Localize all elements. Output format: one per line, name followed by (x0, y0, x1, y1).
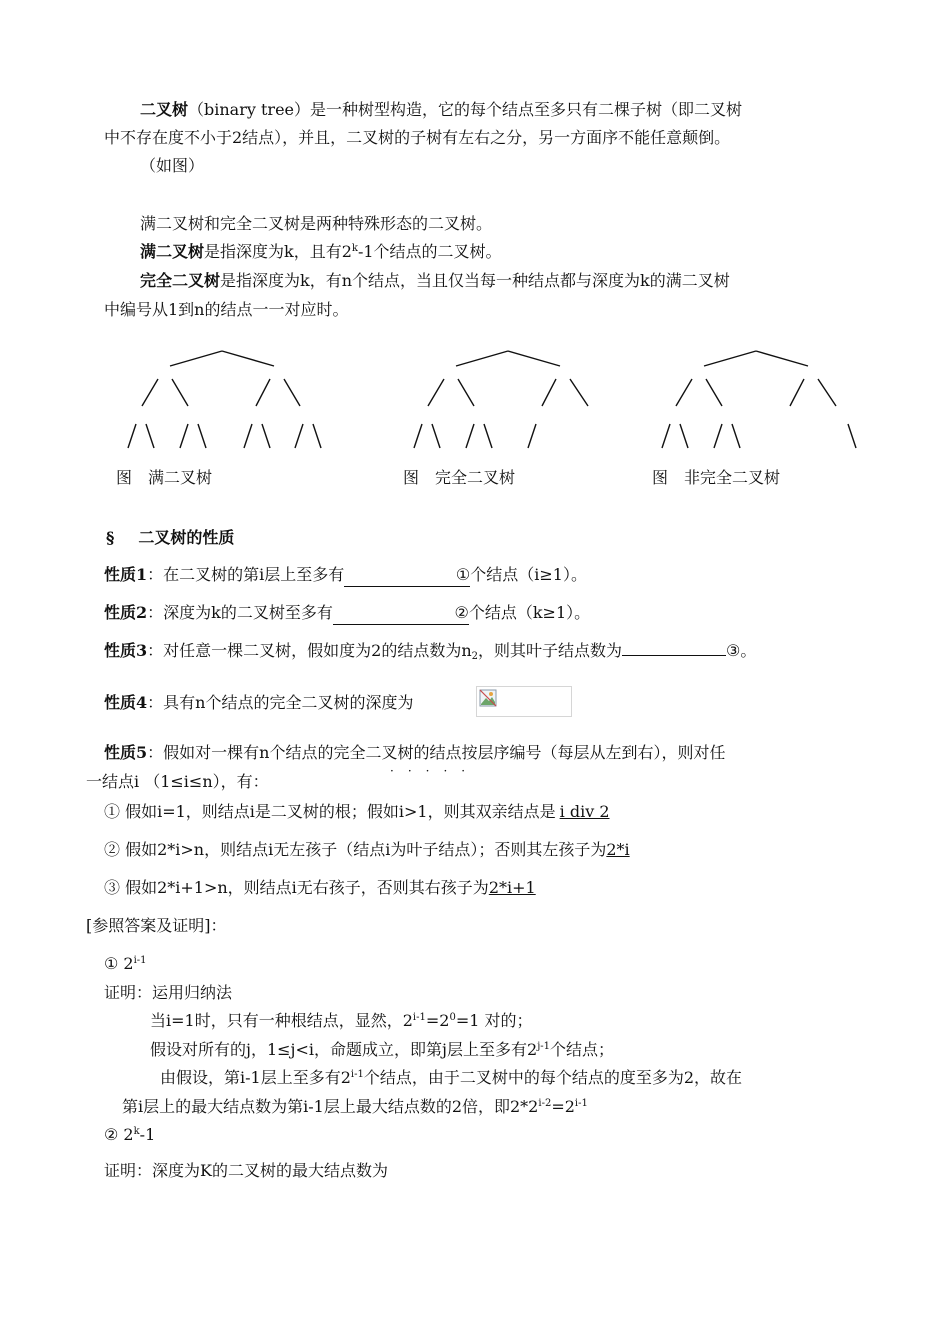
section-heading (106, 527, 234, 549)
emphasis-dots: ····· (390, 764, 480, 778)
blank-3 (622, 655, 726, 656)
answer-i-div-2: i div 2 (559, 802, 610, 821)
full-binary-tree-diagram (128, 351, 321, 448)
proof-1-line-4: 第i层上的最大结点数为第i-1层上最大结点数的2倍，即$2*2^{i-2}=2^{i-1}$ (122, 1097, 588, 1116)
special-forms-line: 满二叉树和完全二叉树是两种特殊形态的二叉树。 (140, 214, 493, 233)
tree-diagrams (0, 0, 950, 470)
proof-2: 证明：深度为K的二叉树的最大结点数为 (104, 1161, 388, 1180)
proof-1-label: 证明：运用归纳法 (104, 983, 233, 1002)
item-1: ① 假如i=1，则结点i是二叉树的根；假如i>1，则其双亲结点是 i div 2 (104, 802, 610, 821)
answer-2: ② 2$^k$-1 (104, 1125, 156, 1144)
property-5: 性质5：假如对一棵有n个结点的完全二叉树的结点按层序编号（每层从左到右），则对任 (104, 743, 726, 762)
broken-image-placeholder (476, 686, 572, 717)
item-2: ② 假如2*i>n，则结点i无左孩子（结点i为叶子结点）；否则其左孩子为2*i (104, 840, 630, 859)
blank-1: ① (344, 564, 470, 587)
proof-1-line-1: 当i=1时，只有一种根结点，显然，$2^{i-1}=2^0=1$ 对的； (150, 1011, 533, 1030)
non-complete-binary-tree-diagram (662, 351, 856, 448)
figure-caption-complete: 图 完全二叉树 (403, 468, 516, 487)
complete-tree-definition-cont: 中编号从1到n的结点一一对应时。 (104, 300, 349, 319)
term-full-tree: 满二叉树 (140, 242, 205, 261)
intro-line-2: 中不存在度不小于2结点），并且，二叉树的子树有左右之分，另一方面序不能任意颠倒。 (104, 128, 731, 147)
complete-binary-tree-diagram (414, 351, 588, 448)
term-complete-tree: 完全二叉树 (140, 271, 221, 290)
intro-line-3: （如图） (140, 156, 205, 175)
answer-2i-plus-1: 2*i+1 (488, 878, 536, 897)
item-3: ③ 假如2*i+1>n，则结点i无右孩子，否则其右孩子为2*i+1 (104, 878, 536, 897)
broken-image-icon (479, 689, 497, 707)
full-tree-definition: 满二叉树是指深度为k，且有2$^k$-1个结点的二叉树。 (140, 242, 502, 261)
section-mark: § (106, 528, 115, 547)
property-3: 性质3：对任意一棵二叉树，假如度为2的结点数为$n_2$，则其叶子结点数为 ③。 (104, 641, 757, 662)
proof-1-line-2: 假设对所有的j，1≤j<i，命题成立，即第j层上至多有2$^{j-1}$个结点； (150, 1040, 615, 1059)
complete-tree-definition: 完全二叉树是指深度为k，有n个结点，当且仅当每一种结点都与深度为k的满二叉树 (140, 271, 730, 290)
proof-1-line-3: 由假设，第i-1层上至多有2$^{i-1}$个结点，由于二叉树中的每个结点的度至多为2，故在 (160, 1068, 743, 1087)
property-5-cont: 一结点i （1≤i≤n），有： (86, 772, 269, 791)
property-4: 性质4：具有n个结点的完全二叉树的深度为 (104, 693, 414, 712)
section-title: 二叉树的性质 (138, 528, 235, 547)
answer-2i: 2*i (606, 840, 630, 859)
answers-heading: [参照答案及证明]： (86, 916, 227, 935)
property-2: 性质2：深度为k的二叉树至多有 ②个结点（k≥1）。 (104, 602, 590, 625)
blank-2: ② (333, 602, 469, 625)
figure-caption-full: 图 满二叉树 (116, 468, 213, 487)
term-binary-tree: 二叉树 (140, 100, 189, 119)
intro-line-1: 二叉树（binary tree）是一种树型构造，它的每个结点至多只有二棵子树（即二叉树 (140, 100, 743, 119)
figure-caption-noncomplete: 图 非完全二叉树 (652, 468, 781, 487)
property-1: 性质1：在二叉树的第i层上至多有 ①个结点（i≥1）。 (104, 564, 587, 587)
answer-1: ① 2$^{i-1}$ (104, 954, 147, 973)
